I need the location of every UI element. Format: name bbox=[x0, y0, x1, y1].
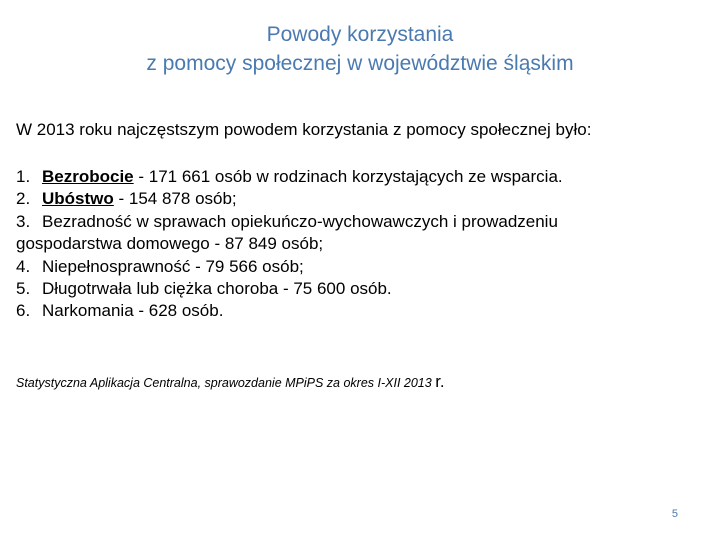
slide-title bbox=[60, 20, 660, 78]
list-item bbox=[16, 211, 706, 233]
intro-text: W 2013 roku najczęstszym powodem korzystania z pomocy społecznej było: bbox=[16, 120, 592, 139]
reasons-list bbox=[16, 166, 706, 323]
item-number: 3. bbox=[16, 211, 31, 231]
list-item bbox=[16, 166, 706, 188]
item-text: - 154 878 osób; bbox=[113, 189, 237, 209]
item-number: 2. bbox=[16, 189, 31, 209]
source-note bbox=[16, 372, 445, 392]
item-number: 1. bbox=[16, 167, 31, 186]
list-item-continuation: gospodarstwa domowego - 87 849 osób; bbox=[16, 234, 324, 254]
item-number: 6. bbox=[16, 301, 31, 321]
item-text: Bezradność w sprawach opiekuńczo-wychowawczych i prowadzeniu bbox=[42, 211, 558, 231]
page-number: 5 bbox=[671, 508, 678, 520]
list-item bbox=[16, 256, 706, 278]
item-keyword: Ubóstwo bbox=[42, 189, 114, 209]
item-text: - 171 661 osób w rodzinach korzystających ze wsparcia. bbox=[133, 167, 563, 186]
list-item bbox=[16, 278, 706, 300]
item-text: Niepełnosprawność - 79 566 osób; bbox=[42, 256, 304, 276]
source-text: Statystyczna Aplikacja Centralna, sprawozdanie MPiPS za okres I-XII 2013 bbox=[16, 376, 436, 390]
item-text: Narkomania - 628 osób. bbox=[42, 301, 224, 321]
title-line-1: Powody korzystania bbox=[266, 23, 454, 46]
list-item bbox=[16, 300, 706, 322]
item-keyword: Bezrobocie bbox=[42, 167, 134, 186]
source-tail: r. bbox=[435, 372, 445, 391]
item-number: 5. bbox=[16, 279, 31, 299]
title-line-2: z pomocy społecznej w województwie śląskim bbox=[146, 52, 574, 75]
item-number: 4. bbox=[16, 256, 31, 276]
item-text: Długotrwała lub ciężka choroba - 75 600 osób. bbox=[42, 279, 392, 299]
list-item bbox=[16, 188, 706, 210]
